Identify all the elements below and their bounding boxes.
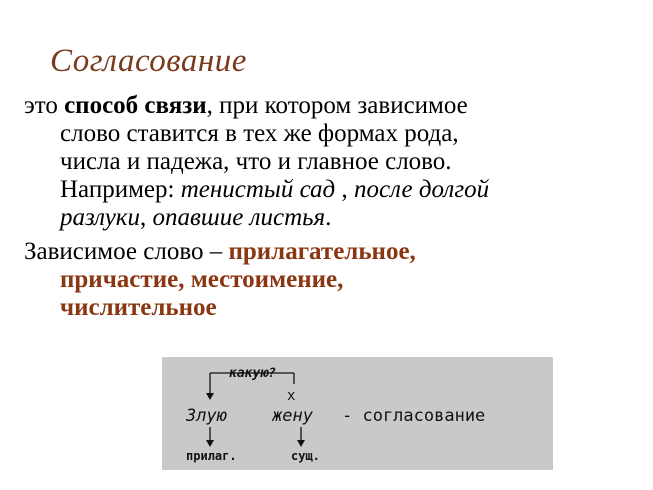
dependent-word: Злую [186, 406, 227, 426]
example-3: опавшие листья [152, 204, 326, 231]
definition-paragraph [24, 92, 489, 232]
agreement-diagram [162, 357, 553, 470]
definition-line-3: числа и падежа, что и главное слово. [60, 148, 452, 175]
example-2-part: после долгой [353, 176, 490, 203]
dependent-line-3: числительное [60, 294, 217, 321]
definition-line-1: это способ связи, при котором зависимое [24, 92, 468, 119]
slide-title: Согласование [50, 43, 247, 79]
example-1: тенистый сад [180, 176, 336, 203]
example-line-2: разлуки, опавшие листья. [60, 204, 332, 231]
term-bold: способ связи [64, 92, 207, 119]
example-line-1: Например: тенистый сад , после долгой [60, 176, 490, 203]
pos-label-adjective: прилаг. [186, 449, 237, 463]
question-label: какую? [229, 366, 276, 381]
main-word-marker: x [287, 388, 296, 404]
definition-line-2: слово ставится в тех же формах рода, [60, 120, 459, 147]
pos-label-noun: сущ. [291, 449, 320, 463]
dependent-line-1: Зависимое слово – прилагательное, [24, 238, 416, 265]
main-word: жену [272, 406, 313, 426]
dependent-line-2: причастие, местоимение, [60, 266, 344, 293]
dependent-paragraph [24, 238, 416, 322]
link-type-label: - согласование [342, 406, 486, 426]
